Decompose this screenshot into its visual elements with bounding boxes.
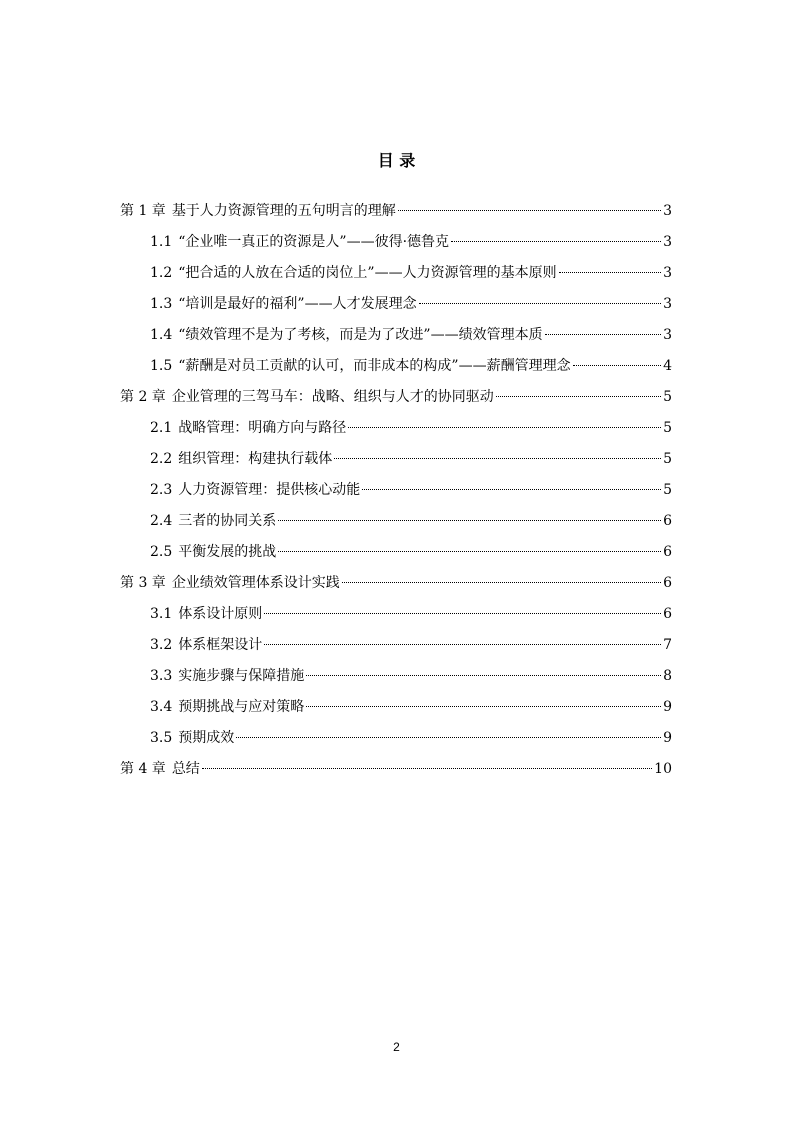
toc-section-entry[interactable] (120, 599, 672, 630)
toc-entry-label: “绩效管理不是为了考核，而是为了改进”——绩效管理本质 (178, 327, 543, 343)
toc-section-entry[interactable] (120, 320, 672, 351)
toc-entry-title (120, 568, 340, 599)
toc-entry-title (150, 351, 571, 382)
toc-entry-label: 体系设计原则 (178, 606, 263, 622)
toc-entry-label: “薪酬是对员工贡献的认可，而非成本的构成”——薪酬管理理念 (178, 358, 571, 374)
toc-entry-page: 5 (663, 420, 672, 436)
toc-entry-title (150, 475, 360, 506)
toc-entry-number: 第 4 章 (120, 761, 166, 777)
toc-entry-page: 9 (663, 699, 672, 715)
toc-dot-leader (334, 458, 661, 459)
toc-entry-label: “企业唯一真正的资源是人”——彼得·德鲁克 (178, 234, 450, 250)
toc-entry-number: 第 2 章 (120, 389, 166, 405)
toc-entry-label: 预期挑战与应对策略 (178, 699, 305, 715)
toc-entry-label: 预期成效 (178, 730, 235, 746)
toc-entry-page: 3 (663, 203, 672, 219)
toc-entry-number: 1.1 (150, 234, 173, 250)
toc-section-entry[interactable] (120, 444, 672, 475)
toc-entry-page: 5 (663, 482, 672, 498)
toc-entry-number: 2.4 (150, 513, 173, 529)
toc-list (120, 196, 672, 785)
toc-entry-label: 总结 (171, 761, 200, 777)
toc-entry-number: 3.5 (150, 730, 173, 746)
toc-entry-number: 2.1 (150, 420, 173, 436)
toc-entry-page: 3 (663, 296, 672, 312)
toc-entry-number: 2.5 (150, 544, 173, 560)
toc-entry-title (120, 754, 200, 785)
toc-entry-page: 6 (663, 513, 672, 529)
toc-section-entry[interactable] (120, 289, 672, 320)
toc-entry-title (120, 196, 396, 227)
toc-entry-title (150, 413, 346, 444)
toc-entry-title (150, 289, 417, 320)
toc-entry-label: 组织管理：构建执行载体 (178, 451, 333, 467)
toc-entry-page: 7 (663, 637, 672, 653)
toc-entry-number: 2.3 (150, 482, 173, 498)
toc-section-entry[interactable] (120, 630, 672, 661)
toc-entry-label: 人力资源管理：提供核心动能 (178, 482, 361, 498)
toc-entry-page: 6 (663, 544, 672, 560)
toc-entry-number: 3.1 (150, 606, 173, 622)
toc-dot-leader (202, 768, 652, 769)
toc-entry-title (150, 599, 262, 630)
toc-entry-page: 3 (663, 265, 672, 281)
toc-entry-page: 5 (663, 389, 672, 405)
toc-chapter-entry[interactable] (120, 568, 672, 599)
toc-entry-label: 体系框架设计 (178, 637, 263, 653)
toc-entry-label: “把合适的人放在合适的岗位上”——人力资源管理的基本原则 (178, 265, 557, 281)
toc-section-entry[interactable] (120, 506, 672, 537)
toc-entry-page: 9 (663, 730, 672, 746)
toc-entry-title (150, 661, 304, 692)
toc-dot-leader (545, 334, 661, 335)
toc-chapter-entry[interactable] (120, 754, 672, 785)
toc-entry-label: 企业绩效管理体系设计实践 (171, 575, 340, 591)
toc-entry-label: 企业管理的三驾马车：战略、组织与人才的协同驱动 (171, 389, 494, 405)
toc-entry-title (150, 444, 332, 475)
toc-entry-title (150, 506, 276, 537)
toc-entry-page: 8 (663, 668, 672, 684)
toc-dot-leader (419, 303, 661, 304)
toc-section-entry[interactable] (120, 537, 672, 568)
toc-chapter-entry[interactable] (120, 382, 672, 413)
toc-section-entry[interactable] (120, 475, 672, 506)
page-number: 2 (393, 1040, 400, 1054)
toc-entry-title (150, 258, 557, 289)
toc-entry-number: 3.2 (150, 637, 173, 653)
toc-section-entry[interactable] (120, 661, 672, 692)
toc-entry-label: 平衡发展的挑战 (178, 544, 277, 560)
toc-entry-label: “培训是最好的福利”——人才发展理念 (178, 296, 417, 312)
toc-entry-number: 2.2 (150, 451, 173, 467)
toc-entry-number: 3.3 (150, 668, 173, 684)
toc-dot-leader (278, 520, 661, 521)
toc-title: 目 录 (377, 151, 416, 170)
toc-entry-number: 第 3 章 (120, 575, 166, 591)
toc-section-entry[interactable] (120, 723, 672, 754)
toc-dot-leader (306, 706, 661, 707)
toc-entry-label: 战略管理：明确方向与路径 (178, 420, 347, 436)
toc-dot-leader (398, 210, 661, 211)
toc-entry-title (150, 723, 234, 754)
toc-dot-leader (348, 427, 661, 428)
toc-dot-leader (236, 737, 661, 738)
toc-entry-title (150, 630, 262, 661)
toc-section-entry[interactable] (120, 413, 672, 444)
toc-dot-leader (278, 551, 661, 552)
toc-entry-label: 实施步骤与保障措施 (178, 668, 305, 684)
toc-entry-number: 1.4 (150, 327, 173, 343)
toc-entry-number: 第 1 章 (120, 203, 166, 219)
toc-entry-page: 6 (663, 575, 672, 591)
toc-entry-label: 基于人力资源管理的五句明言的理解 (171, 203, 396, 219)
toc-chapter-entry[interactable] (120, 196, 672, 227)
toc-dot-leader (496, 396, 661, 397)
toc-dot-leader (306, 675, 661, 676)
toc-entry-title (150, 227, 449, 258)
toc-entry-number: 1.5 (150, 358, 173, 374)
toc-entry-label: 三者的协同关系 (178, 513, 277, 529)
toc-entry-page: 6 (663, 606, 672, 622)
toc-section-entry[interactable] (120, 692, 672, 723)
toc-entry-page: 4 (663, 358, 672, 374)
toc-dot-leader (264, 644, 661, 645)
toc-entry-page: 5 (663, 451, 672, 467)
toc-dot-leader (264, 613, 661, 614)
toc-dot-leader (342, 582, 661, 583)
toc-entry-title (150, 537, 276, 568)
toc-entry-title (120, 382, 494, 413)
toc-entry-number: 1.2 (150, 265, 173, 281)
toc-entry-number: 1.3 (150, 296, 173, 312)
toc-dot-leader (559, 272, 661, 273)
toc-entry-page: 10 (654, 761, 672, 777)
toc-entry-title (150, 692, 304, 723)
toc-dot-leader (451, 241, 661, 242)
toc-section-entry[interactable] (120, 258, 672, 289)
toc-entry-title (150, 320, 543, 351)
toc-entry-page: 3 (663, 234, 672, 250)
toc-dot-leader (573, 365, 661, 366)
toc-dot-leader (362, 489, 661, 490)
toc-section-entry[interactable] (120, 351, 672, 382)
toc-entry-number: 3.4 (150, 699, 173, 715)
toc-section-entry[interactable] (120, 227, 672, 258)
toc-entry-page: 3 (663, 327, 672, 343)
